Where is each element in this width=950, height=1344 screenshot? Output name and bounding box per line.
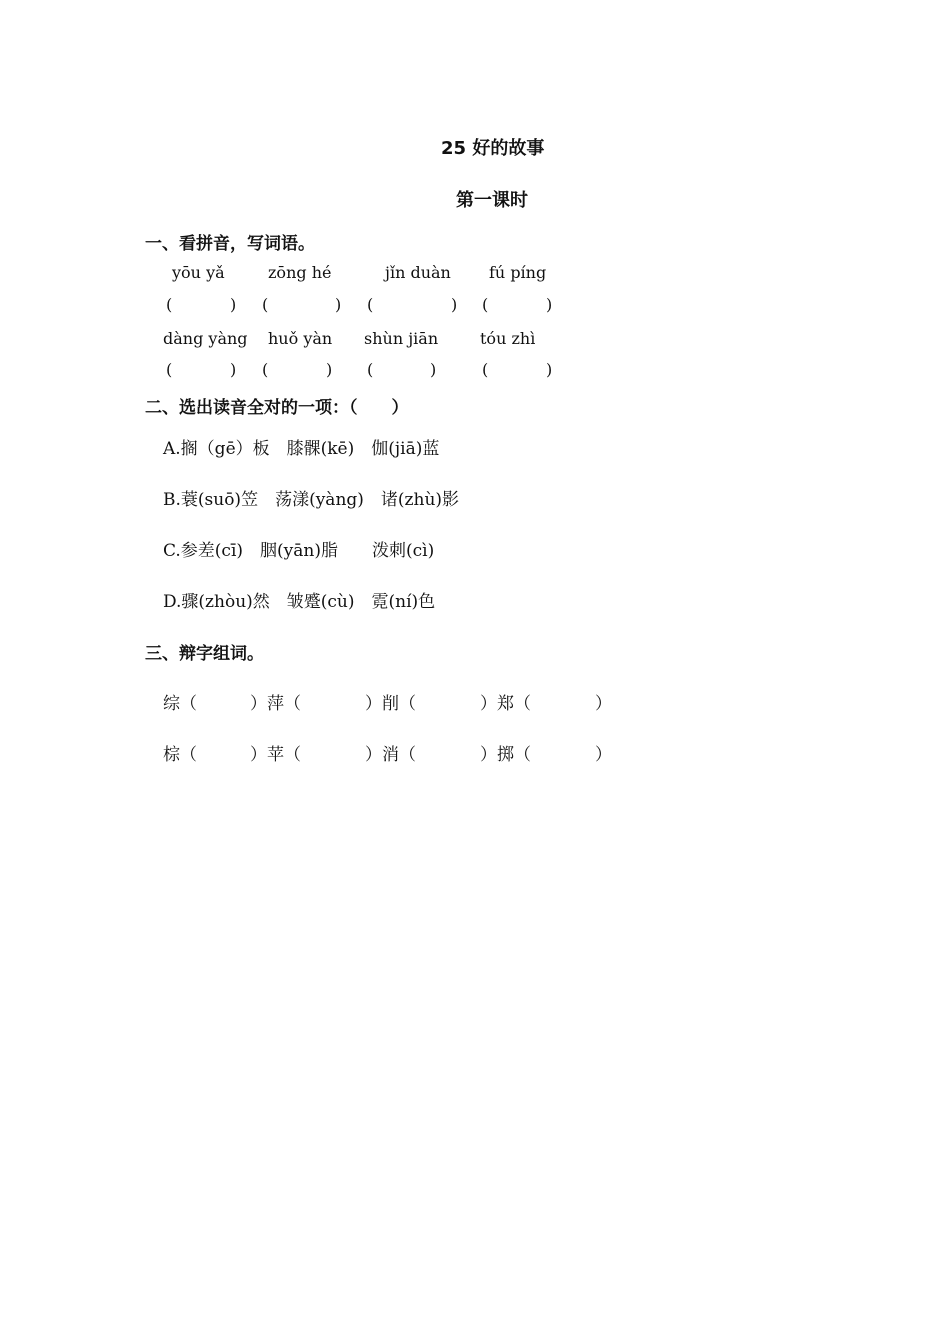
answer-blank-close: ) [546,295,553,314]
answer-blank-open: ( [166,360,173,379]
answer-blank-open: ( [262,295,269,314]
lesson-subtitle: 第一课时 [456,190,528,211]
answer-blank-close: ) [230,295,237,314]
pinyin-item: huǒ yàn [268,329,333,348]
word-group-part: ）掷（ [480,745,531,765]
answer-blank-close: ) [451,295,458,314]
word-group-part: ） [595,745,612,765]
word-group-part: ）郑（ [480,694,531,714]
pinyin-item: tóu zhì [480,329,536,348]
option-d: D.骤(zhòu)然 皱蹙(cù) 霓(ní)色 [163,592,436,612]
word-group-part: 综（ [163,694,197,714]
answer-blank-close: ) [430,360,437,379]
answer-blank-close: ) [230,360,237,379]
answer-blank-close: ) [326,360,333,379]
pinyin-item: dàng yàng [163,329,248,348]
answer-blank-open: ( [482,360,489,379]
pinyin-item: jǐn duàn [385,263,451,282]
pinyin-item: fú píng [489,263,547,282]
pinyin-item: yōu yǎ [172,263,225,282]
answer-blank-close: ) [335,295,342,314]
option-b: B.蓑(suō)笠 荡漾(yàng) 诸(zhù)影 [163,490,460,510]
word-group-part: ）削（ [365,694,416,714]
word-group-part: ）萍（ [250,694,301,714]
answer-blank-open: ( [367,360,374,379]
section1-heading: 一、看拼音，写词语。 [145,234,315,254]
answer-blank-open: ( [262,360,269,379]
word-group-part: ）苹（ [250,745,301,765]
pinyin-item: zōng hé [268,263,332,282]
pinyin-item: shùn jiān [364,329,439,348]
section2-heading: 二、选出读音全对的一项：（ ） [145,398,409,418]
lesson-title: 25 好的故事 [441,138,545,159]
word-group-part: 棕（ [163,745,197,765]
answer-blank-close: ) [546,360,553,379]
answer-blank-open: ( [367,295,374,314]
answer-blank-open: ( [482,295,489,314]
option-a: A.搁（gē）板 膝髁(kē) 伽(jiā)蓝 [163,439,440,459]
word-group-part: ）消（ [365,745,416,765]
section3-heading: 三、辩字组词。 [145,644,264,664]
answer-blank-open: ( [166,295,173,314]
word-group-part: ） [595,694,612,714]
option-c: C.参差(cī) 胭(yān)脂 泼刺(cì) [163,541,435,561]
